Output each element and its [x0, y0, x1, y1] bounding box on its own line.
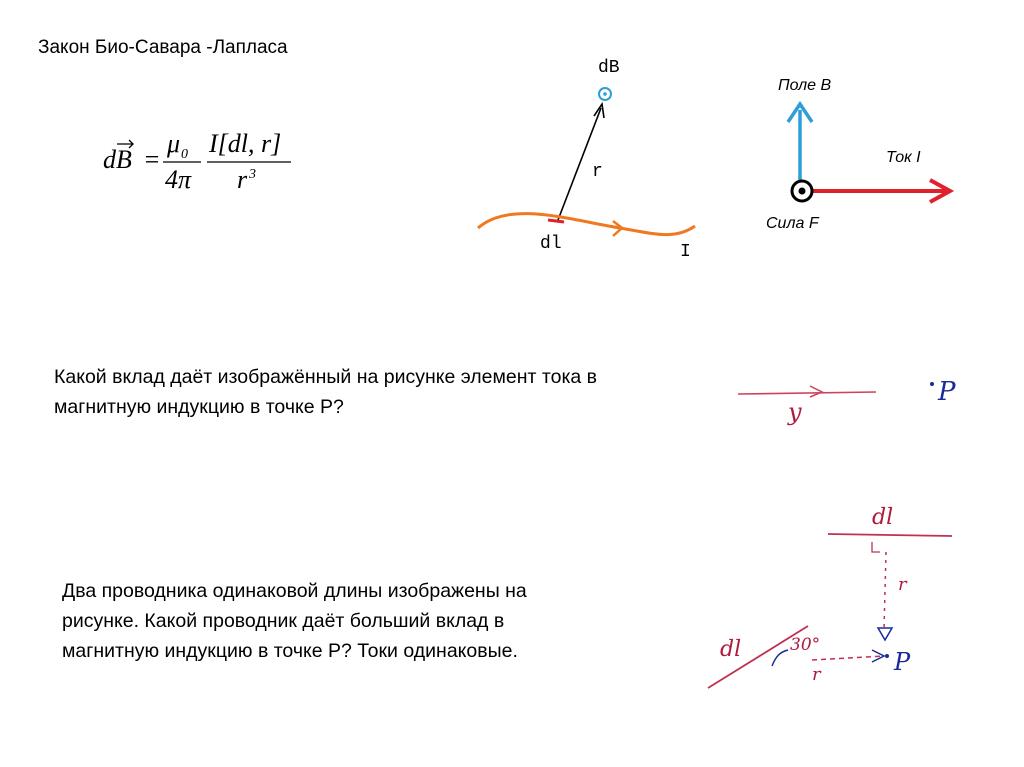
point-dot-icon — [930, 382, 934, 386]
angle-arc-icon — [772, 650, 788, 666]
point-dot-icon — [885, 654, 889, 658]
current-label: Ток I — [886, 149, 921, 166]
current-element-diagram — [470, 50, 730, 270]
r-vertical-line — [884, 552, 886, 630]
force-label: Сила F — [766, 215, 819, 232]
r-horizontal-label: r — [812, 664, 821, 685]
formula-lhs: dB — [103, 145, 132, 174]
out-of-page-dot-icon — [603, 92, 607, 96]
dl-top-label: dl — [872, 505, 894, 530]
r-horizontal-line — [812, 656, 884, 660]
formula-coef-den: 4π — [165, 165, 192, 194]
formula-frac-den-exp: 3 — [249, 167, 256, 182]
formula-frac-num: I[dl, r] — [209, 129, 282, 158]
question-2: Два проводника одинаковой длины изображены на рисунке. Какой проводник даёт больший вклад в магнитную индукцию в точке Р? Токи одинаковые. — [62, 580, 527, 662]
current-label: y — [788, 398, 802, 426]
r-vertical-label: r — [898, 574, 907, 595]
right-angle-icon — [872, 542, 880, 552]
formula-frac-den: r — [237, 165, 248, 194]
dl-left-label: dl — [720, 637, 742, 662]
slide-title: Закон Био-Савара -Лапласа — [38, 37, 288, 58]
field-label: Поле B — [778, 77, 832, 94]
formula-coef-sub: 0 — [181, 147, 188, 162]
dB-label: dB — [598, 58, 620, 78]
current-element-line — [738, 392, 876, 394]
point-label: P — [938, 377, 956, 407]
force-diagram — [760, 70, 980, 240]
formula-svg — [103, 128, 323, 198]
formula-equals: = — [143, 145, 161, 174]
formula-coef-num: μ — [167, 129, 181, 158]
two-conductors-diagram — [700, 490, 980, 710]
point-label: P — [894, 648, 911, 676]
dl-label: dl — [540, 234, 562, 254]
I-label: I — [680, 242, 691, 262]
question-1: Какой вклад даёт изображённый на рисунке элемент тока в магнитную индукцию в точке Р? — [54, 366, 598, 418]
current-wire — [478, 214, 695, 235]
r-label: r — [592, 162, 603, 182]
dl-segment — [548, 220, 564, 222]
out-of-page-dot-icon — [799, 188, 806, 195]
current-direction-arrow-icon — [810, 386, 822, 397]
element-point-diagram — [730, 360, 990, 440]
top-conductor — [828, 534, 952, 536]
angle-label: 30° — [790, 635, 821, 655]
arrow-head-icon — [878, 628, 892, 640]
